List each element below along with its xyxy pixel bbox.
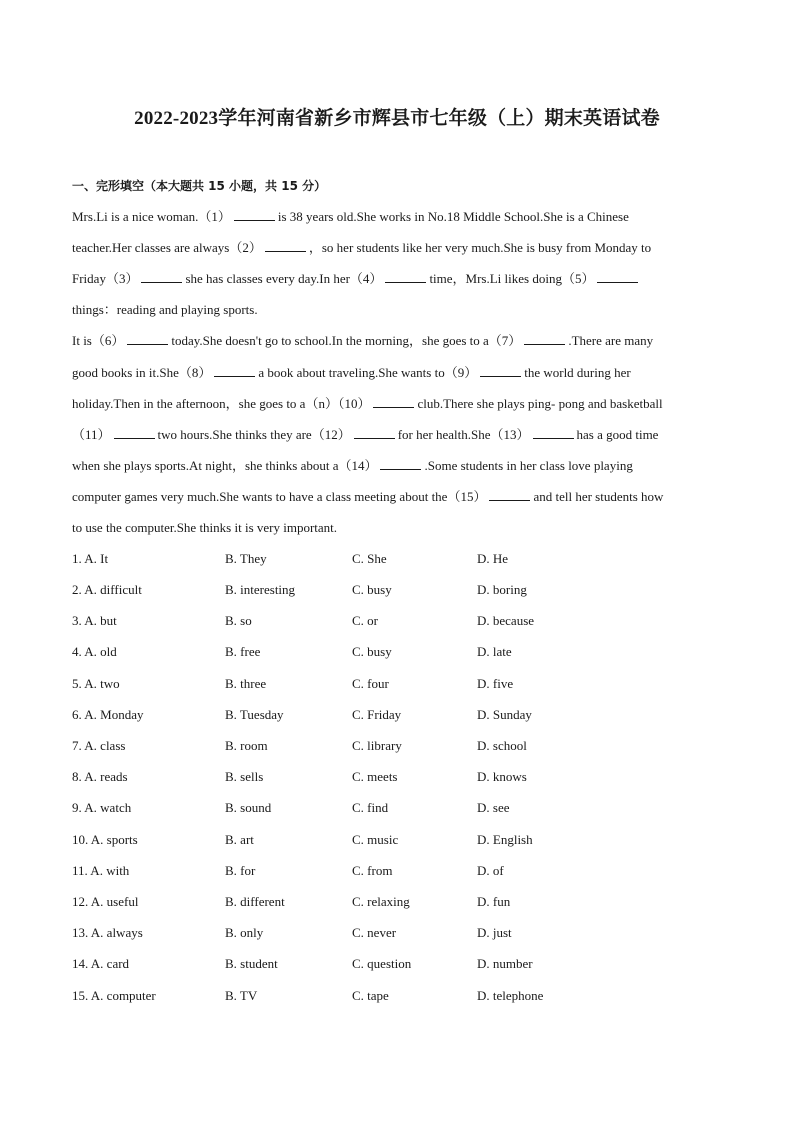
- option-c[interactable]: C. busy: [352, 582, 392, 597]
- blank-2[interactable]: [265, 239, 306, 252]
- option-b[interactable]: B. They: [225, 551, 267, 566]
- option-d[interactable]: D. because: [477, 613, 535, 628]
- option-d[interactable]: D. boring: [477, 582, 527, 597]
- option-c[interactable]: C. music: [352, 832, 399, 847]
- option-b[interactable]: B. different: [225, 894, 285, 909]
- option-c[interactable]: C. relaxing: [352, 894, 410, 909]
- option-c[interactable]: C. or: [352, 613, 378, 628]
- blank-13[interactable]: [533, 426, 574, 439]
- option-b[interactable]: B. sells: [225, 769, 264, 784]
- option-a[interactable]: 6. A. Monday: [72, 707, 144, 722]
- option-d[interactable]: D. He: [477, 551, 509, 566]
- option-a[interactable]: 11. A. with: [72, 863, 130, 878]
- option-d[interactable]: D. telephone: [477, 988, 544, 1003]
- passage-line: It is（6） today.She doesn't go to school.In the morning，she goes to a（7） .There are many: [72, 333, 654, 348]
- option-d[interactable]: D. Sunday: [477, 707, 532, 722]
- section-heading: 一、完形填空（本大题共 15 小题，共 15 分）: [72, 179, 327, 193]
- option-d[interactable]: D. knows: [477, 769, 527, 784]
- option-d[interactable]: D. of: [477, 863, 504, 878]
- question-row: [72, 768, 722, 786]
- question-row: [72, 737, 722, 755]
- option-a[interactable]: 9. A. watch: [72, 800, 132, 815]
- blank-9[interactable]: [480, 364, 521, 377]
- option-a[interactable]: 3. A. but: [72, 613, 117, 628]
- option-d[interactable]: D. late: [477, 644, 512, 659]
- page-title: 2022-2023学年河南省新乡市辉县市七年级（上）期末英语试卷: [134, 108, 660, 129]
- passage-line: Mrs.Li is a nice woman.（1） is 38 years old.She works in No.18 Middle School.She is a Chinese: [72, 209, 629, 224]
- option-b[interactable]: B. only: [225, 925, 264, 940]
- option-a[interactable]: 8. A. reads: [72, 769, 128, 784]
- passage-line: （11） two hours.She thinks they are（12） for her health.She（13） has a good time: [72, 427, 659, 442]
- blank-8[interactable]: [214, 364, 255, 377]
- option-c[interactable]: C. Friday: [352, 707, 402, 722]
- option-d[interactable]: D. number: [477, 956, 533, 971]
- question-row: [72, 612, 722, 630]
- blank-15[interactable]: [489, 488, 530, 501]
- question-row: [72, 550, 722, 568]
- option-d[interactable]: D. five: [477, 676, 514, 691]
- question-row: [72, 675, 722, 693]
- option-b[interactable]: B. TV: [225, 988, 258, 1003]
- option-d[interactable]: D. just: [477, 925, 512, 940]
- option-c[interactable]: C. from: [352, 863, 393, 878]
- blank-3[interactable]: [141, 270, 182, 283]
- option-d[interactable]: D. fun: [477, 894, 511, 909]
- blank-11[interactable]: [114, 426, 155, 439]
- passage-line: computer games very much.She wants to have a class meeting about the（15） and tell her students how: [72, 489, 664, 504]
- option-d[interactable]: D. school: [477, 738, 527, 753]
- option-b[interactable]: B. for: [225, 863, 256, 878]
- passage-line: teacher.Her classes are always（2） ，so her students like her very much.She is busy from Monday to: [72, 240, 652, 255]
- option-b[interactable]: B. free: [225, 644, 261, 659]
- option-a[interactable]: 5. A. two: [72, 676, 120, 691]
- option-b[interactable]: B. Tuesday: [225, 707, 284, 722]
- option-a[interactable]: 13. A. always: [72, 925, 143, 940]
- blank-5[interactable]: [597, 270, 638, 283]
- option-b[interactable]: B. interesting: [225, 582, 296, 597]
- option-c[interactable]: C. meets: [352, 769, 398, 784]
- passage-line: to use the computer.She thinks it is very important.: [72, 520, 338, 535]
- option-b[interactable]: B. student: [225, 956, 278, 971]
- passage-line: holiday.Then in the afternoon，she goes to a（n）（10） club.There she plays ping- pong and basketball: [72, 396, 663, 411]
- blank-10[interactable]: [373, 395, 414, 408]
- question-row: [72, 799, 722, 817]
- option-c[interactable]: C. busy: [352, 644, 392, 659]
- option-b[interactable]: B. sound: [225, 800, 272, 815]
- option-a[interactable]: 14. A. card: [72, 956, 130, 971]
- passage-line: things：reading and playing sports.: [72, 302, 258, 317]
- question-row: [72, 955, 722, 973]
- question-row: [72, 581, 722, 599]
- passage-line: good books in it.She（8） a book about traveling.She wants to（9） the world during her: [72, 365, 631, 380]
- option-a[interactable]: 2. A. difficult: [72, 582, 142, 597]
- question-row: [72, 831, 722, 849]
- option-a[interactable]: 15. A. computer: [72, 988, 156, 1003]
- passage-line: Friday（3） she has classes every day.In her（4） time，Mrs.Li likes doing（5）: [72, 270, 641, 288]
- option-a[interactable]: 4. A. old: [72, 644, 117, 659]
- option-d[interactable]: D. see: [477, 800, 510, 815]
- option-c[interactable]: C. She: [352, 551, 387, 566]
- option-a[interactable]: 12. A. useful: [72, 894, 139, 909]
- passage-line: when she plays sports.At night，she thinks about a（14） .Some students in her class love playing: [72, 458, 633, 473]
- blank-14[interactable]: [380, 457, 421, 470]
- blank-4[interactable]: [385, 270, 426, 283]
- option-c[interactable]: C. tape: [352, 988, 389, 1003]
- option-b[interactable]: B. art: [225, 832, 254, 847]
- option-c[interactable]: C. never: [352, 925, 397, 940]
- option-a[interactable]: 7. A. class: [72, 738, 126, 753]
- option-a[interactable]: 10. A. sports: [72, 832, 138, 847]
- question-row: [72, 924, 722, 942]
- option-c[interactable]: C. question: [352, 956, 412, 971]
- option-c[interactable]: C. find: [352, 800, 389, 815]
- question-row: [72, 893, 722, 911]
- question-row: [72, 706, 722, 724]
- option-b[interactable]: B. so: [225, 613, 252, 628]
- question-row: [72, 987, 722, 1005]
- option-c[interactable]: C. four: [352, 676, 389, 691]
- blank-1[interactable]: [234, 208, 275, 221]
- option-b[interactable]: B. room: [225, 738, 268, 753]
- option-a[interactable]: 1. A. It: [72, 551, 109, 566]
- blank-12[interactable]: [354, 426, 395, 439]
- option-d[interactable]: D. English: [477, 832, 533, 847]
- blank-6[interactable]: [127, 332, 168, 345]
- blank-7[interactable]: [524, 332, 565, 345]
- option-c[interactable]: C. library: [352, 738, 402, 753]
- question-row: [72, 643, 722, 661]
- option-b[interactable]: B. three: [225, 676, 267, 691]
- question-row: [72, 862, 722, 880]
